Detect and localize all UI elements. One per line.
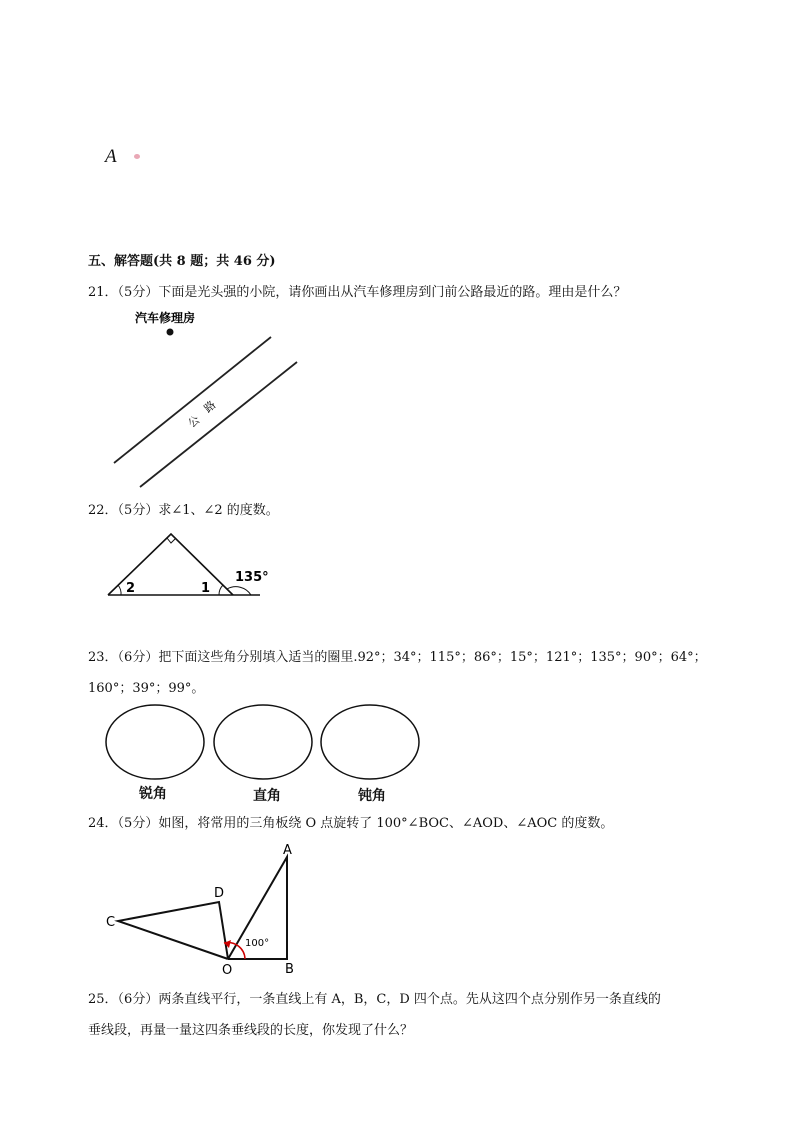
right-angle-mark — [167, 538, 176, 543]
ellipse-acute — [106, 705, 204, 779]
question-23-line2: 160°；39°；99°。 — [88, 681, 205, 696]
question-23-line1: 23．（6分）把下面这些角分别填入适当的圈里.92°；34°；115°；86°；15°；121°；135°；90°；64°； — [88, 650, 707, 665]
ellipse-label-acute: 锐角 — [139, 786, 167, 802]
label-a: A — [283, 843, 292, 858]
label-b: B — [285, 962, 294, 977]
set-square-cod — [118, 902, 228, 959]
ellipse-right — [214, 705, 312, 779]
ellipse-obtuse — [321, 705, 419, 779]
label-o: O — [222, 963, 233, 978]
label-d: D — [214, 886, 225, 901]
q21-figure — [100, 305, 310, 495]
angle2-arc — [118, 585, 121, 595]
point-a-label: A — [105, 146, 117, 167]
question-22-text: 22．（5分）求∠1、∠2 的度数。 — [88, 503, 279, 518]
exterior-angle-label: 135° — [235, 570, 269, 585]
angle2-label: 2 — [126, 581, 136, 596]
q24-figure — [100, 840, 310, 980]
question-25-line1: 25．（6分）两条直线平行，一条直线上有 A，B，C，D 四个点。先从这四个点分别作另一条直线的 — [88, 992, 661, 1007]
angle1-arc — [219, 585, 223, 595]
ellipse-label-right: 直角 — [253, 788, 281, 804]
question-25-line2: 垂线段，再量一量这四条垂线段的长度，你发现了什么？ — [88, 1023, 414, 1038]
q22-figure — [100, 528, 270, 603]
question-21-text: 21．（5分）下面是光头强的小院，请你画出从汽车修理房到门前公路最近的路。理由是什么？ — [88, 285, 627, 300]
angle1-label: 1 — [201, 581, 211, 596]
building-dot — [167, 329, 174, 336]
road-char-1: 公 — [185, 413, 203, 431]
question-24-text: 24．（5分）如图，将常用的三角板绕 O 点旋转了 100°∠BOC、∠AOD、∠AOC 的度数。 — [88, 816, 614, 831]
ellipse-label-obtuse: 钝角 — [358, 788, 386, 804]
point-a-dot — [134, 154, 140, 159]
section-title: 五、解答题(共 8 题；共 46 分) — [88, 254, 276, 269]
building-label: 汽车修理房 — [135, 311, 196, 325]
q23-ellipses — [100, 702, 430, 782]
angle-100-label: 100° — [245, 938, 270, 949]
road-char-2: 路 — [201, 398, 219, 416]
road-edge-lower — [140, 362, 297, 487]
label-c: C — [106, 915, 116, 930]
